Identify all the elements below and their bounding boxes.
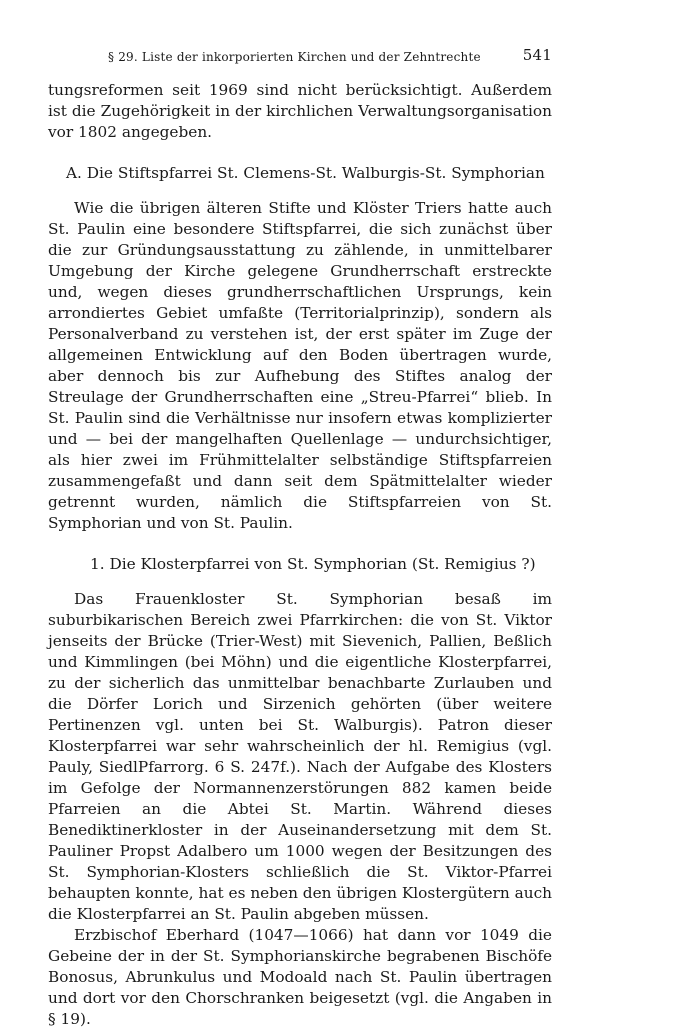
page-number: 541	[522, 46, 552, 64]
document-page	[48, 46, 552, 1030]
section-1-heading: 1. Die Klosterpfarrei von St. Symphorian (St. Remigius ?)	[90, 555, 536, 573]
section-1-paragraph-2: Erzbischof Eberhard (1047—1066) hat dann vor 1049 die Gebeine der in der St. Symphorianskirche begrabenen Bischöfe Bonosus, Abrunkulus und Modoald nach St. Paulin übertragen und dort vor den Chorschranken beigesetzt (vgl. die Angaben in § 19).	[48, 926, 552, 1028]
intro-paragraph: tungsreformen seit 1969 sind nicht berücksichtigt. Außerdem ist die Zugehörigkeit in der kirchlichen Verwaltungsorganisation vor 1802 angegeben.	[48, 81, 552, 141]
running-title: § 29. Liste der inkorporierten Kirchen und der Zehntrechte	[108, 50, 481, 64]
section-1-paragraph-1: Das Frauenkloster St. Symphorian besaß im suburbikarischen Bereich zwei Pfarrkirchen: die von St. Viktor jenseits der Brücke (Trier-West) mit Sievenich, Pallien, Beßlich und Kimmlingen (bei Möhn) und die eigentliche Klosterpfarrei, zu der sicherlich das unmittelbar benachbarte Zurlauben und die Dörfer Lorich und Sirzenich gehörten (über weitere Pertinenzen vgl. unten bei St. Walburgis). Patron dieser Klosterpfarrei war sehr wahrscheinlich der hl. Remigius (vgl. Pauly, SiedlPfarrorg. 6 S. 247f.). Nach der Aufgabe des Klosters im Gefolge der Normannenzerstörungen 882 kamen beide Pfarreien an die Abtei St. Martin. Während dieses Benediktinerkloster in der Auseinandersetzung mit dem St. Pauliner Propst Adalbero um 1000 wegen der Besitzungen des St. Symphorian-Klosters schließlich die St. Viktor-Pfarrei behaupten konnte, hat es neben den übrigen Klostergütern auch die Klosterpfarrei an St. Paulin abgeben müssen.	[48, 590, 552, 923]
running-header	[48, 46, 552, 68]
section-a-heading: A. Die Stiftspfarrei St. Clemens-St. Walburgis-St. Symphorian	[66, 164, 545, 182]
section-a-paragraph: Wie die übrigen älteren Stifte und Klöster Triers hatte auch St. Paulin eine besondere Stiftspfarrei, die sich zunächst über die zur Gründungsausstattung zu zählende, in unmittelbarer Umgebung der Kirche gelegene Grundherrschaft erstreckte und, wegen dieses grundherrschaftlichen Ursprungs, kein arrondiertes Gebiet umfaßte (Territorialprinzip), sondern als Personalverband zu verstehen ist, der erst später im Zuge der allgemeinen Entwicklung auf den Boden übertragen wurde, aber dennoch bis zur Aufhebung des Stiftes analog der Streulage der Grundherrschaften eine „Streu-Pfarrei“ blieb. In St. Paulin sind die Verhältnisse nur insofern etwas komplizierter und — bei der mangelhaften Quellenlage — undurchsichtiger, als hier zwei im Frühmittelalter selbständige Stiftspfarreien zusammengefaßt und dann seit dem Spätmittelalter wieder getrennt wurden, nämlich die Stiftspfarreien von St. Symphorian und von St. Paulin.	[48, 199, 552, 532]
